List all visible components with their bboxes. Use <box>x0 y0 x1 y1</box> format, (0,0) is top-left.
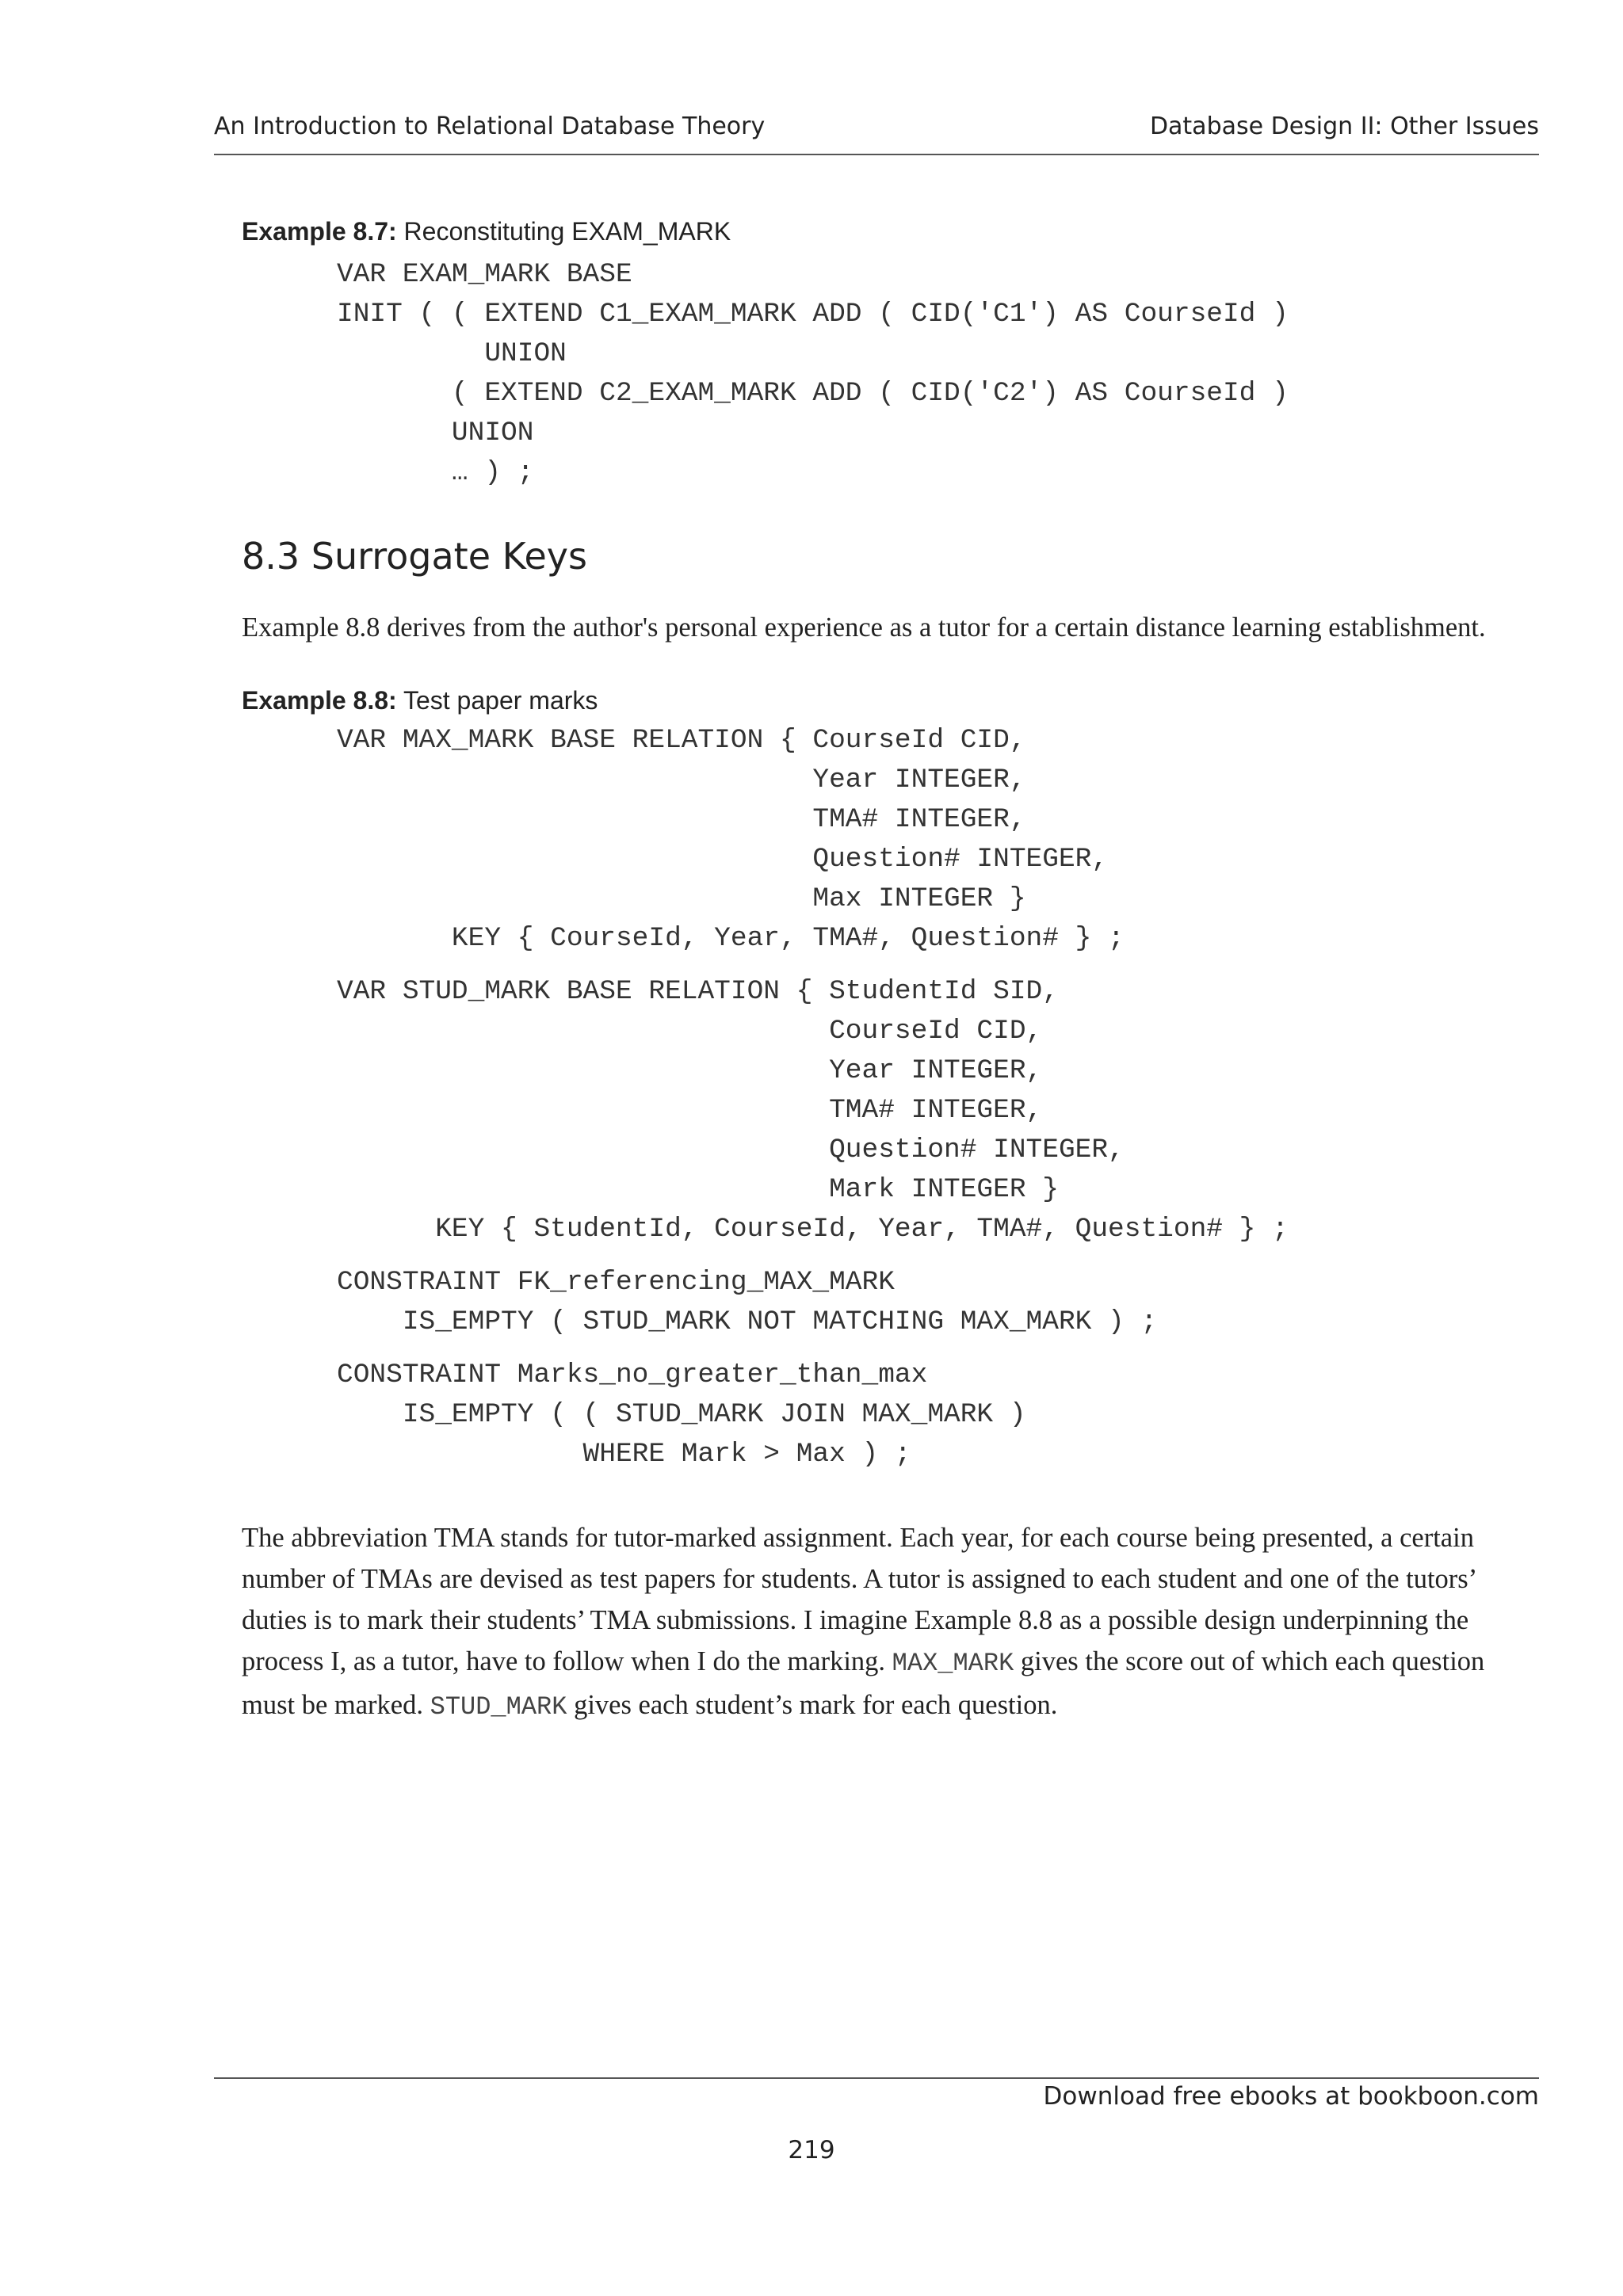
example-8-8-title: Test paper marks <box>403 686 598 715</box>
stud-mark-inline-code: STUD_MARK <box>430 1692 567 1722</box>
page-number: 219 <box>788 2136 835 2164</box>
marks-constraint-code: CONSTRAINT Marks_no_greater_than_max IS_EMPTY ( ( STUD_MARK JOIN MAX_MARK ) WHERE Mark > Max ) ; <box>337 1360 1026 1470</box>
example-8-7-caption <box>242 214 1541 249</box>
chapter-title: Database Design II: Other Issues <box>1149 113 1539 140</box>
page-header <box>214 111 1539 155</box>
page-content <box>242 214 1541 1728</box>
fk-constraint-code: CONSTRAINT FK_referencing_MAX_MARK IS_EMPTY ( STUD_MARK NOT MATCHING MAX_MARK ) ; <box>337 1267 1158 1337</box>
example-8-8-caption <box>242 683 1541 718</box>
example-8-7-title: Reconstituting EXAM_MARK <box>403 217 731 246</box>
example-8-7-code: VAR EXAM_MARK BASE INIT ( ( EXTEND C1_EXAM_MARK ADD ( CID('C1') AS CourseId ) UNION ( EXTEND C2_EXAM_MARK ADD ( CID('C2') AS CourseId ) UNION … ) ; <box>337 259 1289 488</box>
max-mark-code: VAR MAX_MARK BASE RELATION { CourseId CID, Year INTEGER, TMA# INTEGER, Question# INTEGER, Max INTEGER } KEY { CourseId, Year, TMA#, Question# } ; <box>337 725 1125 954</box>
stud-mark-code: VAR STUD_MARK BASE RELATION { StudentId SID, CourseId CID, Year INTEGER, TMA# INTEGER, Question# INTEGER, Mark INTEGER } KEY { StudentId, CourseId, Year, TMA#, Question# } ; <box>337 976 1289 1245</box>
book-title: An Introduction to Relational Database Theory <box>214 113 766 140</box>
tma-paragraph-part3: gives each student’s mark for each question. <box>567 1690 1058 1720</box>
section-heading: 8.3 Surrogate Keys <box>242 535 587 578</box>
max-mark-inline-code: MAX_MARK <box>892 1649 1014 1678</box>
bookboon-link[interactable]: Download free ebooks at bookboon.com <box>1043 2082 1539 2111</box>
tma-paragraph <box>242 1517 1541 1728</box>
example-8-8-label: Example 8.8: <box>242 686 397 715</box>
example-8-7-label: Example 8.7: <box>242 217 397 246</box>
section-intro: Example 8.8 derives from the author's personal experience as a tutor for a certain distance learning establishment. <box>242 612 1486 643</box>
tma-paragraph-part1: The abbreviation TMA stands for tutor-marked assignment. Each year, for each course being presented, a certain number of TMAs are devised as test papers for students. A tutor is assigned to each student and one of the tutors’ duties is to mark their students’ TMA submissions. I imagine Example 8.8 as a possible design underpinning the process I, as a tutor, have to follow when I do the marking. <box>242 1523 1476 1676</box>
footer-divider <box>214 2077 1539 2079</box>
tma-paragraph-part2: gives the score out of which each question must be marked. <box>242 1646 1485 1720</box>
